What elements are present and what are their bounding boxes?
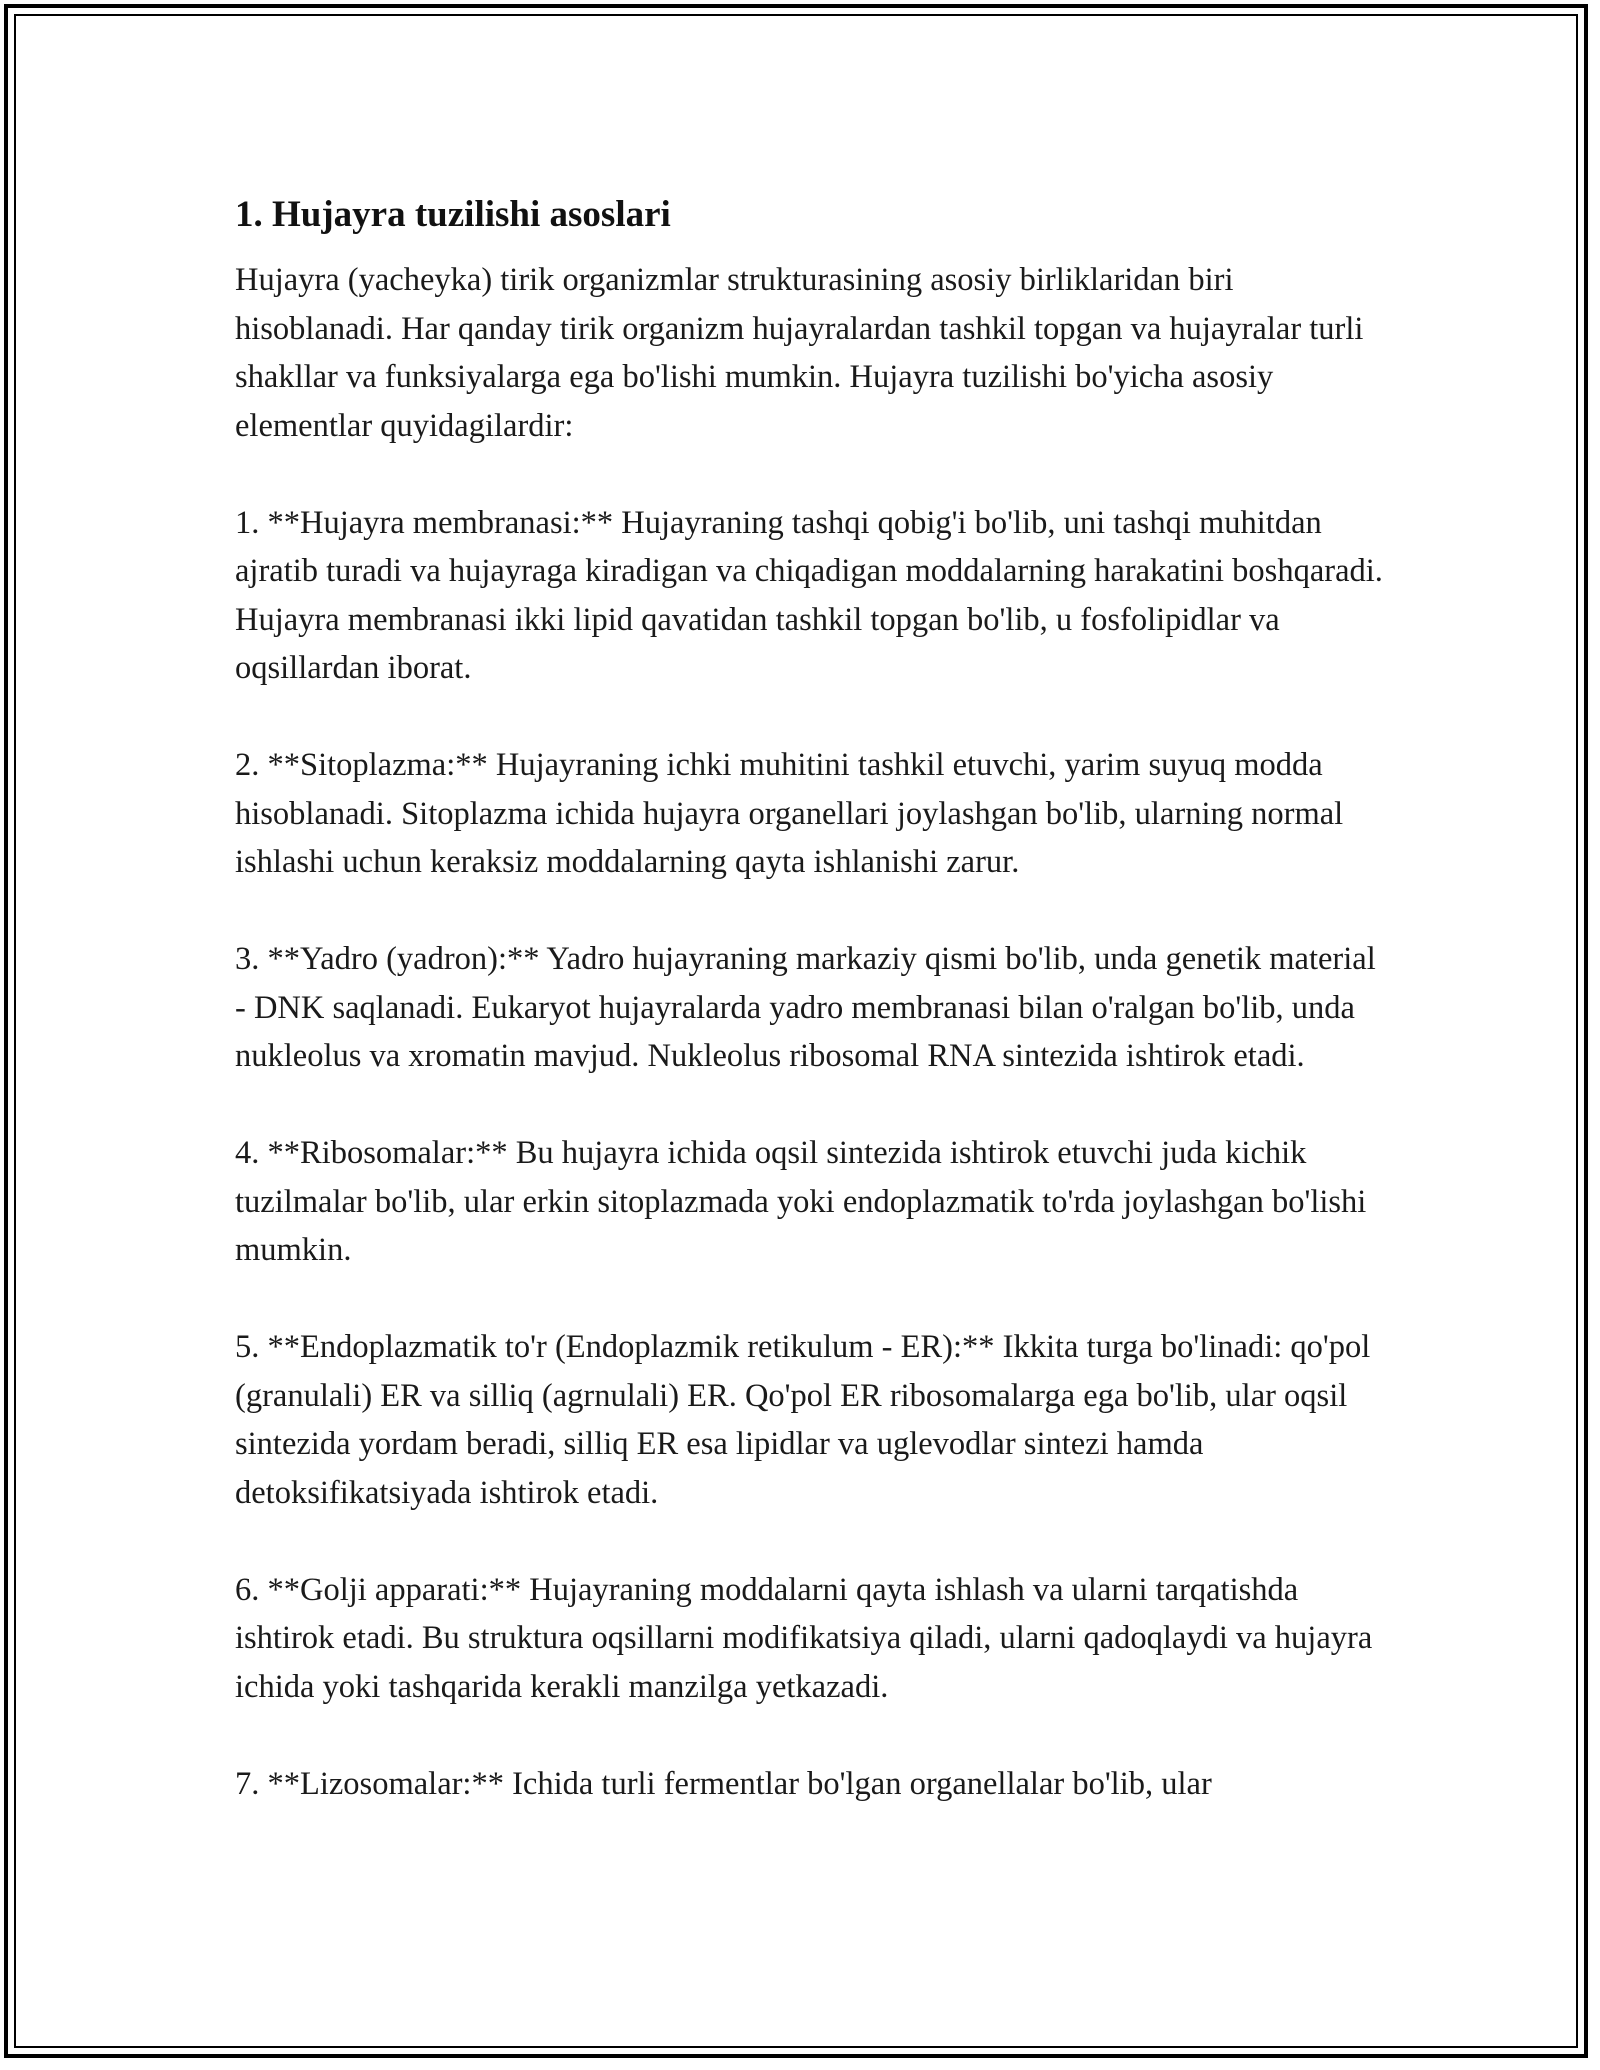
- paragraph-cytoplasm: 2. **Sitoplazma:** Hujayraning ichki muhitini tashkil etuvchi, yarim suyuq modda hisoblanadi. Sitoplazma ichida hujayra organellari joylashgan bo'lib, ularning normal ishlashi uchun keraksiz moddalarning qayta ishlanishi zarur.: [235, 747, 1344, 880]
- paragraph-ribosomes: 4. **Ribosomalar:** Bu hujayra ichida oqsil sintezida ishtirok etuvchi juda kichik tuzilmalar bo'lib, ular erkin sitoplazmada yoki endoplazmatik to'rda joylashgan bo'lishi mumkin.: [235, 1135, 1367, 1268]
- intro-paragraph: Hujayra (yacheyka) tirik organizmlar strukturasining asosiy birliklaridan biri hisoblanadi. Har qanday tirik organizm hujayralardan tashkil topgan va hujayralar turli shakllar va funksiyalarga ega bo'lishi mumkin. Hujayra tuzilishi bo'yicha asosiy elementlar quyidagilardir:: [235, 262, 1364, 444]
- section-heading: 1. Hujayra tuzilishi asoslari: [235, 194, 671, 235]
- document-body: [235, 188, 1385, 1808]
- paragraph-cell-membrane: 1. **Hujayra membranasi:** Hujayraning tashqi qobig'i bo'lib, uni tashqi muhitdan ajratib turadi va hujayraga kiradigan va chiqadigan moddalarning harakatini boshqaradi. Hujayra membranasi ikki lipid qavatidan tashkil topgan bo'lib, u fosfolipidlar va oqsillardan iborat.: [235, 504, 1383, 686]
- paragraph-nucleus: 3. **Yadro (yadron):** Yadro hujayraning markaziy qismi bo'lib, unda genetik material - DNK saqlanadi. Eukaryot hujayralarda yadro membranasi bilan o'ralgan bo'lib, unda nukleolus va xromatin mavjud. Nukleolus ribosomal RNA sintezida ishtirok etadi.: [235, 941, 1376, 1074]
- paragraph-golgi-apparatus: 6. **Golji apparati:** Hujayraning moddalarni qayta ishlash va ularni tarqatishda ishtirok etadi. Bu struktura oqsillarni modifikatsiya qiladi, ularni qadoqlaydi va hujayra ichida yoki tashqarida kerakli manzilga yetkazadi.: [235, 1571, 1373, 1705]
- paragraph-endoplasmic-reticulum: 5. **Endoplazmatik to'r (Endoplazmik retikulum - ER):** Ikkita turga bo'linadi: qo'pol (granulali) ER va silliq (agrnulali) ER. Qo'pol ER ribosomalarga ega bo'lib, ular oqsil sintezida yordam beradi, silliq ER esa lipidlar va uglevodlar sintezi hamda detoksifikatsiyada ishtirok etadi.: [235, 1329, 1371, 1511]
- paragraph-lysosomes: 7. **Lizosomalar:** Ichida turli fermentlar bo'lgan organellalar bo'lib, ular: [235, 1765, 1212, 1802]
